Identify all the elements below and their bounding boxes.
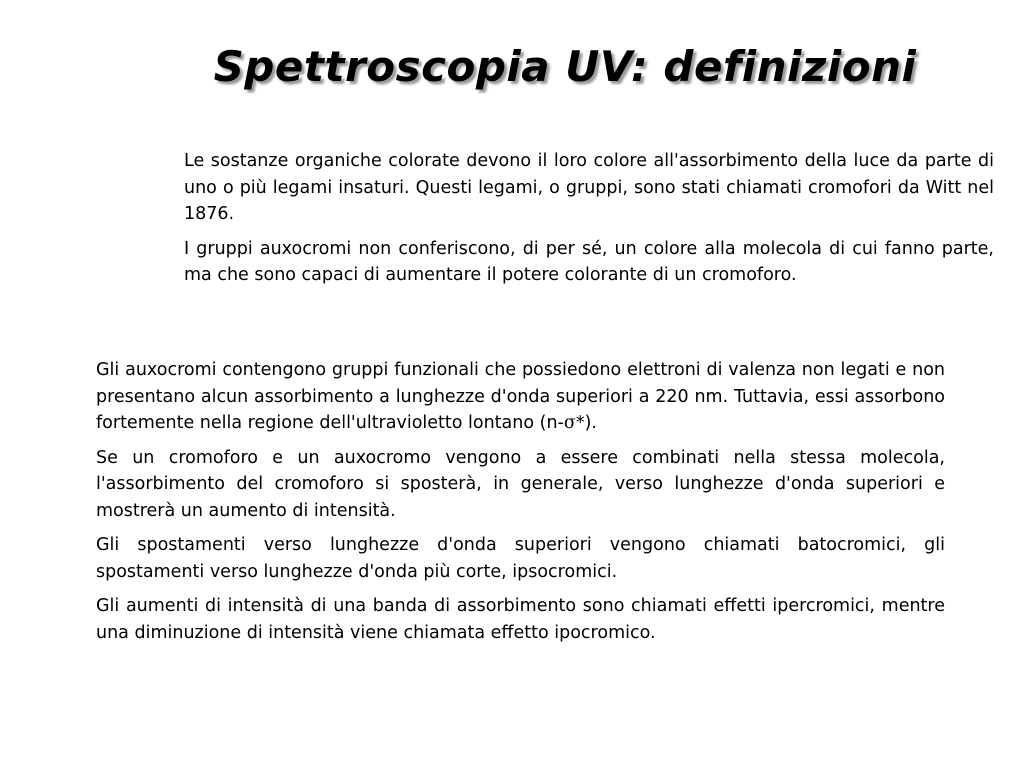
paragraph-spostamenti: Gli spostamenti verso lunghezze d'onda superiori vengono chiamati batocromici, gli spostamenti verso lunghezze d'onda più corte, ipsocromici. (96, 535, 945, 582)
paragraph-gruppi-funzionali-end: *). (575, 413, 597, 433)
slide-title: Spettroscopia UV: definizioni (213, 42, 917, 91)
paragraph-combinazione: Se un cromoforo e un auxocromo vengono a essere combinati nella stessa molecola, l'assorbimento del cromoforo si sposterà, in generale, verso lunghezze d'onda superiori e mostrerà un aumento di intensità. (96, 447, 945, 521)
paragraph-gruppi-funzionali (96, 357, 945, 437)
bottom-text-block (96, 357, 945, 654)
paragraph-intensita: Gli aumenti di intensità di una banda di assorbimento sono chiamati effetti ipercromici, mentre una diminuzione di intensità viene chiamata effetto ipocromico. (96, 596, 945, 643)
paragraph-cromofori: Le sostanze organiche colorate devono il loro colore all'assorbimento della luce da parte di uno o più legami insaturi. Questi legami, o gruppi, sono stati chiamati cromofori da Witt nel 1876. (184, 151, 994, 224)
top-text-block (184, 148, 994, 297)
paragraph-gruppi-funzionali-text: Gli auxocromi contengono gruppi funzionali che possiedono elettroni di valenza non legati e non presentano alcun assorbimento a lunghezze d'onda superiori a 220 nm. Tuttavia, essi assorbono fortemente nella regione dell'ultravioletto lontano (n- (96, 360, 945, 433)
paragraph-auxocromi: I gruppi auxocromi non conferiscono, di per sé, un colore alla molecola di cui fanno parte, ma che sono capaci di aumentare il potere colorante di un cromoforo. (184, 238, 994, 285)
sigma-symbol: σ (563, 413, 576, 433)
